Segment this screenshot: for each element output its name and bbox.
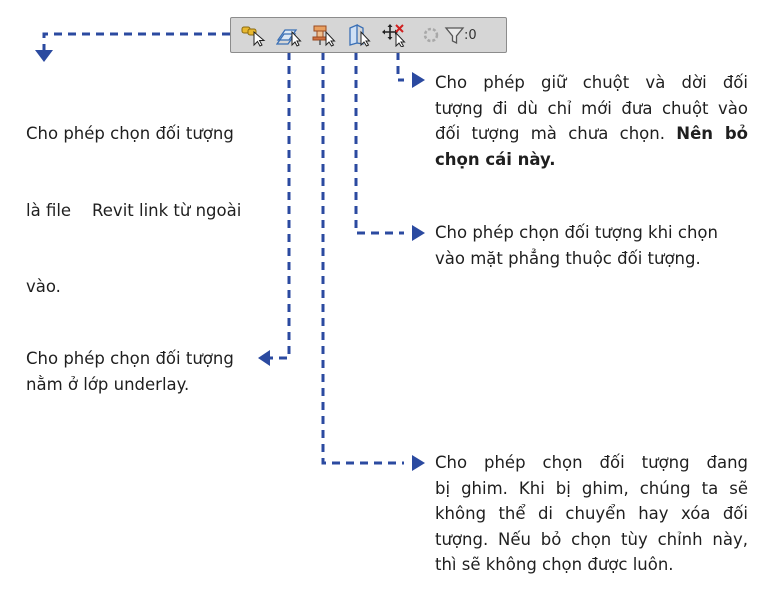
connector-face xyxy=(356,52,404,233)
callout-select-links xyxy=(26,70,241,351)
callout-line: tượng. Nếu bỏ chọn tùy chỉnh này, xyxy=(435,529,748,549)
connector-pinned xyxy=(323,52,404,463)
background-process-icon[interactable] xyxy=(418,23,444,47)
callout-line: thì sẽ không chọn được luôn. xyxy=(435,555,674,574)
callout-line: Cho phép chọn đối tượng xyxy=(26,124,234,143)
callout-select-underlay xyxy=(26,346,234,397)
select-by-face-icon[interactable] xyxy=(347,23,373,47)
callout-line xyxy=(435,121,748,147)
callout-line: Cho phép chọn đối tượng khi chọn xyxy=(435,223,718,242)
drag-on-selection-icon[interactable] xyxy=(382,23,408,47)
callout-line: vào. xyxy=(26,277,61,296)
callout-line: bị ghim. Khi bị ghim, chúng ta sẽ xyxy=(435,478,748,498)
arrowhead-underlay xyxy=(258,350,270,366)
connector-links xyxy=(44,34,244,50)
callout-line: là file Revit link từ ngoài xyxy=(26,200,242,220)
callout-line: Cho phép chọn đối tượng đang xyxy=(435,453,748,472)
callout-line: không thể di chuyển hay xóa đối xyxy=(435,504,748,523)
connector-drag xyxy=(398,52,404,80)
callout-line: Cho phép giữ chuột và dời đối xyxy=(435,73,748,92)
arrowhead-links xyxy=(35,50,53,62)
arrowhead-pinned xyxy=(412,455,425,471)
callout-line: vào mặt phẳng thuộc đối tượng. xyxy=(435,248,701,268)
connector-underlay xyxy=(270,52,289,358)
arrowhead-drag xyxy=(412,72,425,88)
filter-selection-count[interactable]: :0 xyxy=(464,28,477,43)
callout-line xyxy=(435,147,748,173)
callout-select-pinned xyxy=(435,450,748,578)
callout-select-by-face xyxy=(435,220,750,271)
callout-line: tượng đi dù chỉ mới đưa chuột vào xyxy=(435,98,748,118)
callout-text: đối tượng mà chưa chọn. xyxy=(435,124,677,143)
callout-emphasis: Nên bỏ xyxy=(676,124,748,143)
selection-toolbar xyxy=(230,17,507,53)
callout-emphasis: chọn cái này. xyxy=(435,149,556,169)
callout-drag-elements xyxy=(435,70,748,172)
select-links-icon[interactable] xyxy=(240,23,266,47)
arrowhead-face xyxy=(412,225,425,241)
callout-line: Cho phép chọn đối tượng xyxy=(26,349,234,368)
select-pinned-icon[interactable] xyxy=(311,23,337,47)
callout-line: nằm ở lớp underlay. xyxy=(26,374,190,394)
select-underlay-icon[interactable] xyxy=(276,23,302,47)
